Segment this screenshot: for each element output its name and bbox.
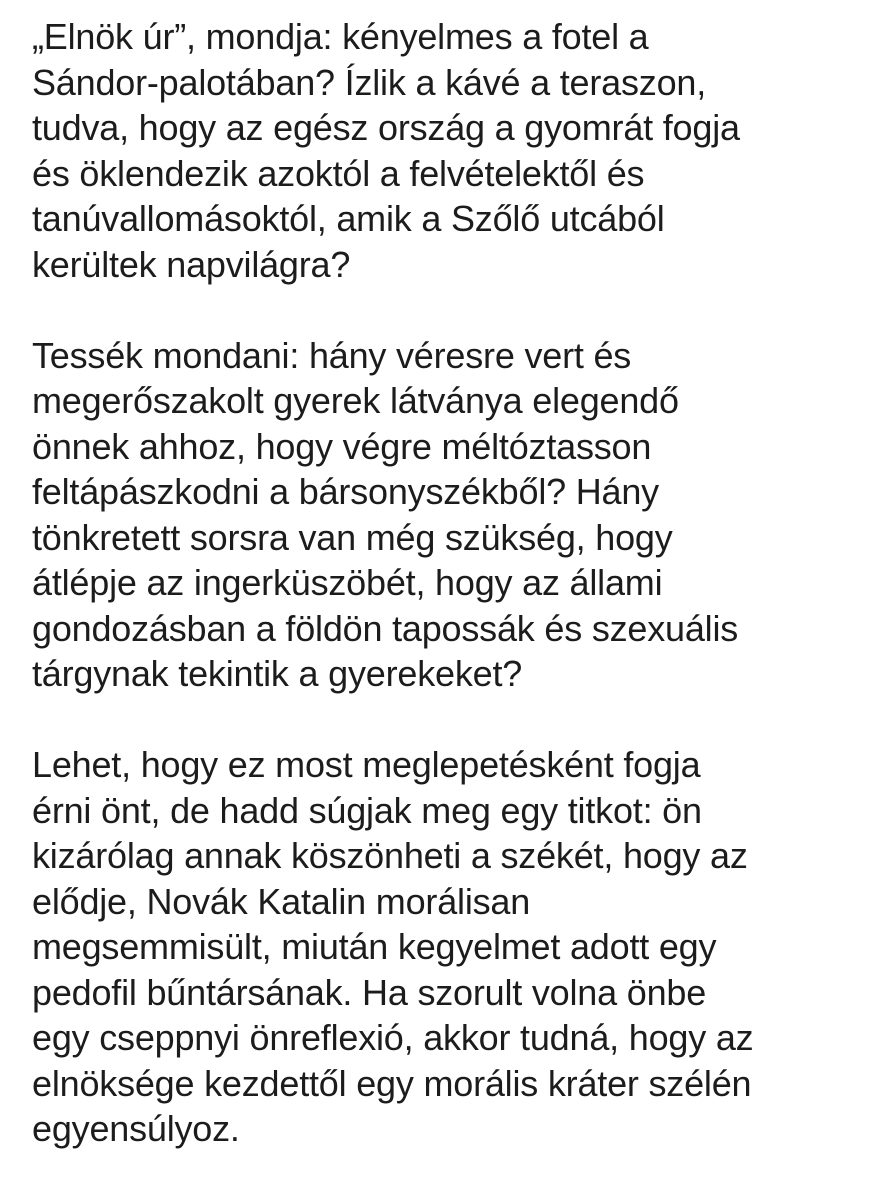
text-line: Sándor-palotában? Ízlik a kávé a teraszon, — [32, 61, 707, 103]
text-line: gondozásban a földön tapossák és szexuális — [32, 607, 739, 649]
paragraph-3 — [32, 742, 858, 1152]
text-line: feltápászkodni a bársonyszékből? Hány — [32, 471, 659, 512]
text-line: tanúvallomásoktól, amik a Szőlő utcából — [32, 198, 665, 239]
text-line: kizárólag annak köszönheti a székét, hogy az — [32, 835, 748, 876]
text-line: tudva, hogy az egész ország a gyomrát fogja — [32, 107, 740, 148]
text-line: kerültek napvilágra? — [32, 243, 351, 285]
paragraph-2 — [32, 333, 858, 697]
paragraph-spacer — [32, 697, 858, 743]
text-line: és öklendezik azoktól a felvételektől és — [32, 152, 645, 194]
text-line: önnek ahhoz, hogy végre méltóztasson — [32, 425, 652, 467]
text-line: egy cseppnyi önreflexió, akkor tudná, hogy az — [32, 1017, 754, 1058]
paragraph-1 — [32, 14, 858, 287]
text-line: tárgynak tekintik a gyerekeket? — [32, 653, 523, 694]
text-line: „Elnök úr”, mondja: kényelmes a fotel a — [32, 16, 649, 57]
text-line: elnöksége kezdettől egy morális kráter szélén — [32, 1062, 752, 1104]
text-line: elődje, Novák Katalin morálisan — [32, 880, 531, 922]
text-line: Tessék mondani: hány véresre vert és — [32, 334, 632, 376]
text-line: Lehet, hogy ez most meglepetésként fogja — [32, 744, 701, 785]
text-line: egyensúlyoz. — [32, 1108, 240, 1149]
paragraph-spacer — [32, 287, 858, 333]
text-line: tönkretett sorsra van még szükség, hogy — [32, 516, 673, 558]
text-line: megsemmisült, miután kegyelmet adott egy — [32, 926, 717, 967]
text-line: megerőszakolt gyerek látványa elegendő — [32, 380, 679, 421]
text-line: pedofil bűntársának. Ha szorult volna önbe — [32, 971, 707, 1013]
text-line: átlépje az ingerküszöbét, hogy az állami — [32, 562, 663, 603]
text-line: érni önt, de hadd súgjak meg egy titkot: ön — [32, 789, 702, 831]
